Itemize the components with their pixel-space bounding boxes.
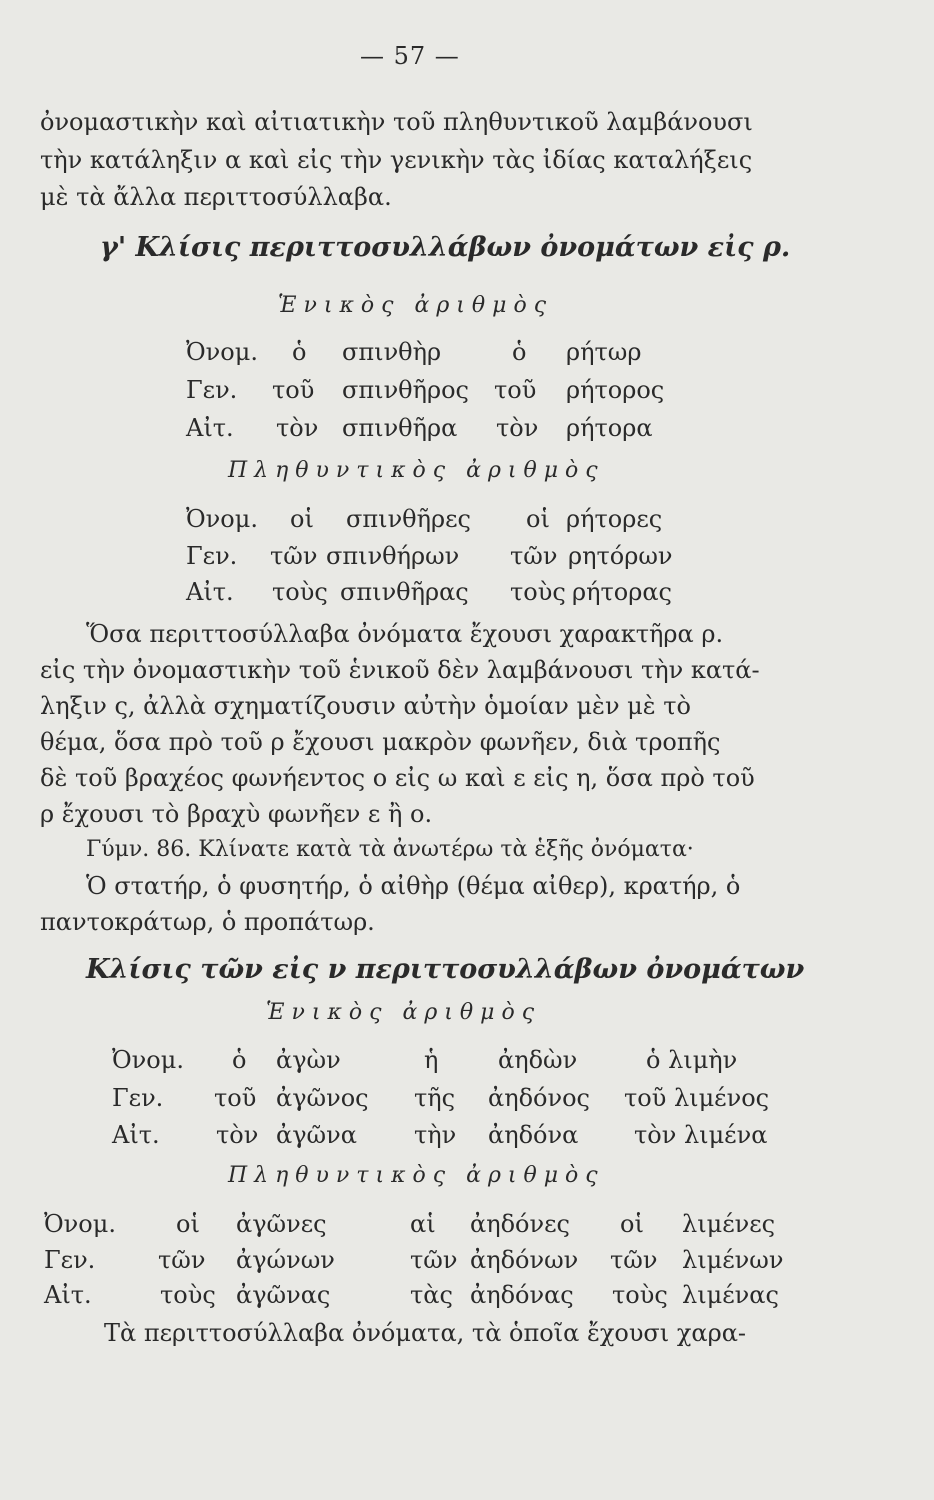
plural-label: Πληθυντικὸς ἀριθμὸς [228, 1163, 605, 1188]
noun-form: ἀγῶνος [276, 1084, 369, 1112]
case-label: Γεν. [44, 1246, 96, 1274]
paragraph-line: δὲ τοῦ βραχέος φωνήεντος ο εἰς ω καὶ ε εἰς η, ὅσα πρὸ τοῦ [40, 764, 755, 792]
case-label: Ὀνομ. [186, 338, 258, 366]
noun-form: ἀηδόνας [470, 1281, 574, 1309]
section-heading: γ' Κλίσις περιττοσυλλάβων ὀνομάτων εἰς ρ. [100, 232, 791, 263]
article: τοὺς [160, 1281, 216, 1309]
intro-line: τὴν κατάληξιν α καὶ εἰς τὴν γενικὴν τὰς ἰδίας καταλήξεις [40, 146, 753, 174]
article: οἱ [176, 1210, 200, 1238]
noun-form: σπινθὴρ [342, 338, 442, 366]
noun-form: τοῦ λιμένος [624, 1084, 770, 1112]
case-label: Γεν. [186, 542, 238, 570]
noun-form: ρητόρων [568, 542, 673, 570]
noun-form: ὁ λιμὴν [646, 1046, 738, 1074]
article: αἱ [410, 1210, 436, 1238]
noun-form: λιμένες [682, 1210, 776, 1238]
exercise-line: Γύμν. 86. Κλίνατε κατὰ τὰ ἀνωτέρω τὰ ἑξῆς ὀνόματα· [86, 837, 694, 862]
article: τοὺς [612, 1281, 668, 1309]
article: τῶν [510, 542, 558, 570]
paragraph-line: ληξιν ς, ἀλλὰ σχηματίζουσιν αὐτὴν ὁμοίαν μὲν μὲ τὸ [40, 692, 691, 720]
article: ὁ [512, 338, 527, 366]
page-number: — 57 — [360, 42, 460, 70]
article: τὸν [496, 414, 539, 442]
noun-form: σπινθῆρας [340, 578, 469, 606]
case-label: Γεν. [186, 376, 238, 404]
article: ὁ [292, 338, 307, 366]
article: τοῦ [494, 376, 537, 404]
noun-form: ἀγῶνα [276, 1121, 357, 1149]
article: τὸν [276, 414, 319, 442]
noun-form: λιμένας [682, 1281, 779, 1309]
case-label: Ὀνομ. [112, 1046, 184, 1074]
article: τῶν [610, 1246, 658, 1274]
plural-label: Πληθυντικὸς ἀριθμὸς [228, 458, 605, 483]
noun-form: ἀγῶνες [236, 1210, 327, 1238]
noun-form: σπινθῆρες [346, 505, 471, 533]
section-heading: Κλίσις τῶν εἰς ν περιττοσυλλάβων ὀνομάτων [86, 954, 805, 985]
intro-line: μὲ τὰ ἄλλα περιττοσύλλαβα. [40, 183, 392, 211]
article: τοῦ [272, 376, 315, 404]
noun-form: ρήτορες [566, 505, 663, 533]
exercise-line: Ὁ στατήρ, ὁ φυσητήρ, ὁ αἰθὴρ (θέμα αἰθερ), κρατήρ, ὁ [86, 872, 741, 900]
noun-form: σπινθήρων [326, 542, 460, 570]
case-label: Αἰτ. [186, 578, 234, 606]
noun-form: ἀηδόνα [488, 1121, 579, 1149]
noun-form: ἀηδόνες [470, 1210, 570, 1238]
article: τὸν [216, 1121, 259, 1149]
article: ὁ [232, 1046, 247, 1074]
article: οἱ [526, 505, 550, 533]
noun-form: ἀηδόνων [470, 1246, 579, 1274]
noun-form: τὸν λιμένα [634, 1121, 768, 1149]
noun-form: λιμένων [682, 1246, 784, 1274]
article: τὰς [410, 1281, 453, 1309]
noun-form: ρήτορας [572, 578, 672, 606]
article: τῶν [270, 542, 318, 570]
noun-form: ἀγώνων [236, 1246, 335, 1274]
noun-form: ρήτορος [566, 376, 665, 404]
case-label: Γεν. [112, 1084, 164, 1112]
article: οἱ [620, 1210, 644, 1238]
closing-line: Τὰ περιττοσύλλαβα ὀνόματα, τὰ ὁποῖα ἔχουσι χαρα- [104, 1319, 747, 1347]
noun-form: ἀηδὼν [498, 1046, 578, 1074]
noun-form: ρήτωρ [566, 338, 642, 366]
article: τοὺς [272, 578, 328, 606]
article: τὴν [414, 1121, 457, 1149]
article: ἡ [424, 1046, 439, 1074]
article: τῆς [414, 1084, 456, 1112]
singular-label: Ἑνικὸς ἀριθμὸς [266, 1000, 542, 1025]
case-label: Αἰτ. [112, 1121, 160, 1149]
paragraph-line: Ὅσα περιττοσύλλαβα ὀνόματα ἔχουσι χαρακτῆρα ρ. [86, 620, 724, 648]
paragraph-line: θέμα, ὅσα πρὸ τοῦ ρ ἔχουσι μακρὸν φωνῆεν, διὰ τροπῆς [40, 728, 721, 756]
article: τῶν [158, 1246, 206, 1274]
noun-form: σπινθῆρα [342, 414, 458, 442]
noun-form: ἀηδόνος [488, 1084, 590, 1112]
article: τοῦ [214, 1084, 257, 1112]
singular-label: Ἑνικὸς ἀριθμὸς [278, 293, 554, 318]
case-label: Ὀνομ. [186, 505, 258, 533]
paragraph-line: ρ ἔχουσι τὸ βραχὺ φωνῆεν ε ἢ ο. [40, 800, 433, 828]
noun-form: ἀγὼν [276, 1046, 341, 1074]
article: τοὺς [510, 578, 566, 606]
paragraph-line: εἰς τὴν ὀνομαστικὴν τοῦ ἑνικοῦ δὲν λαμβάνουσι τὴν κατά- [40, 656, 760, 684]
article: τῶν [410, 1246, 458, 1274]
article: οἱ [290, 505, 314, 533]
noun-form: ρήτορα [566, 414, 653, 442]
noun-form: ἀγῶνας [236, 1281, 331, 1309]
case-label: Ὀνομ. [44, 1210, 116, 1238]
intro-line: ὀνομαστικὴν καὶ αἰτιατικὴν τοῦ πληθυντικοῦ λαμβάνουσι [40, 108, 753, 136]
case-label: Αἰτ. [186, 414, 234, 442]
noun-form: σπινθῆρος [342, 376, 469, 404]
exercise-line: παντοκράτωρ, ὁ προπάτωρ. [40, 908, 375, 936]
case-label: Αἰτ. [44, 1281, 92, 1309]
